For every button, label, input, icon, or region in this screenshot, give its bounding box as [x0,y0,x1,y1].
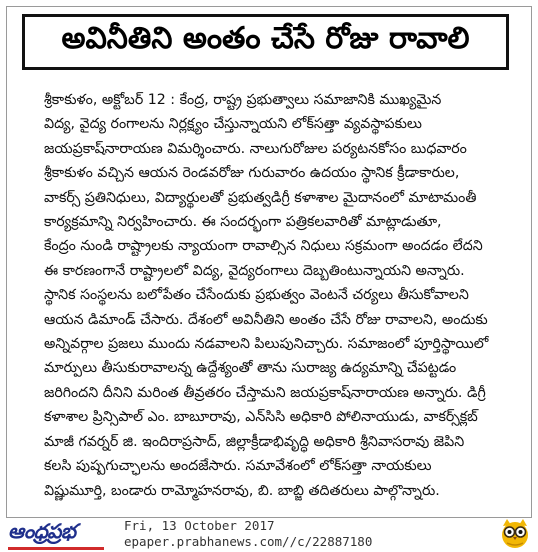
logo-text: ఆంధ్రప్రభ [8,518,76,543]
article-line: కేంద్రం నుండి రాష్ట్రాలకు న్యాయంగా రావాల్సిన నిధులు సక్రమంగా అందడం లేదని [44,238,483,255]
article-line: విద్య, వైద్య రంగాలను నిర్లక్ష్యం చేస్తున్నాయని లోక్‌సత్తా వ్యవస్థాపకులు [44,116,422,133]
article-line: కార్యక్రమాన్ని నిర్వహించారు. ఈ సందర్భంగా పత్రికలవారితో మాట్లాడుతూ, [44,214,442,231]
article-line: స్థానిక సంస్థలను బలోపేతం చేసేందుకు ప్రభుత్వం వెంటనే చర్యలు తీసుకోవాలని [44,287,469,304]
article-line: శ్రీకాకుళం వచ్చిన ఆయన రెండవరోజు గురువారం ఉదయం స్థానిక క్రీడాకారుల, [44,165,460,182]
article-line: మాజీ గవర్నర్ జి. ఇందిరాప్రసాద్, జిల్లాక్రీడాభివృద్ధి అధికారి శ్రీనివాసరావు జెపిని [44,433,465,450]
article-line: అన్నివర్గాల ప్రజలు ముందు నడవాలని పిలుపునిచ్చారు. సమాజంలో పూర్తిస్థాయిలో [44,336,489,353]
article-line: కలసి పుష్పగుచ్ఛాలను అందజేసారు. సమావేశంలో లోక్‌సత్తా నాయకులు [44,458,432,475]
headline-box [22,14,509,70]
epaper-url[interactable]: epaper.prabhanews.com//c/22887180 [124,534,373,549]
edition-date: Fri, 13 October 2017 [124,518,275,533]
epaper-footer [0,518,538,552]
article-line: ఆయన డిమాండ్ చేసారు. దేశంలో అవినీతిని అంతం చేసే రోజు రావాలని, అందుకు [44,311,488,328]
article-line: జయప్రకాష్‌నారాయణ విమర్శించారు. నాలుగురోజుల పర్యటనకోసం బుధవారం [44,140,467,157]
article-line: జరిగిందని దీనిని మరింత తీవ్రతరం చేస్తామని జయప్రకాష్‌నారాయణ అన్నారు. డిగ్రీ [44,384,486,401]
edition-meta [124,518,372,550]
publication-logo[interactable] [8,518,108,548]
owl-icon [498,516,532,550]
article-line: వాకర్స్ ప్రతినిధులు, విద్యార్థులతో ప్రభుత్వడిగ్రీ కళాశాల మైదానంలో మాటామంతీ [44,189,477,206]
article-line: మార్పులు తీసుకురావాలన్న ఉద్దేశ్యంతో తాను సురాజ్య ఉద్యమాన్ని చేపట్టడం [44,360,457,377]
article-body [44,88,528,503]
article-line: ఈ కారణంగానే రాష్ట్రాలలో విద్య, వైద్యరంగాలు దెబ్బతింటున్నాయని అన్నారు. [44,262,465,279]
article-line: శ్రీకాకుళం, అక్టోబర్ 12 : కేంద్ర, రాష్ట్ర ప్రభుత్వాలు సమాజానికి ముఖ్యమైన [44,92,442,108]
article-line: కళాశాల ప్రిన్సిపాల్ ఎం. బాబూరావు, ఎన్‌సిసి అధికారి పోలినాయుడు, వాకర్స్‌క్లబ్ [44,409,478,426]
logo-underline [8,547,104,550]
article-line: విష్ణుమూర్తి, బండారు రామ్మోహనరావు, బి. బాబ్జి తదితరులు పాల్గొన్నారు. [44,482,440,499]
headline: అవినీతిని అంతం చేసే రోజు రావాలి [61,21,470,56]
